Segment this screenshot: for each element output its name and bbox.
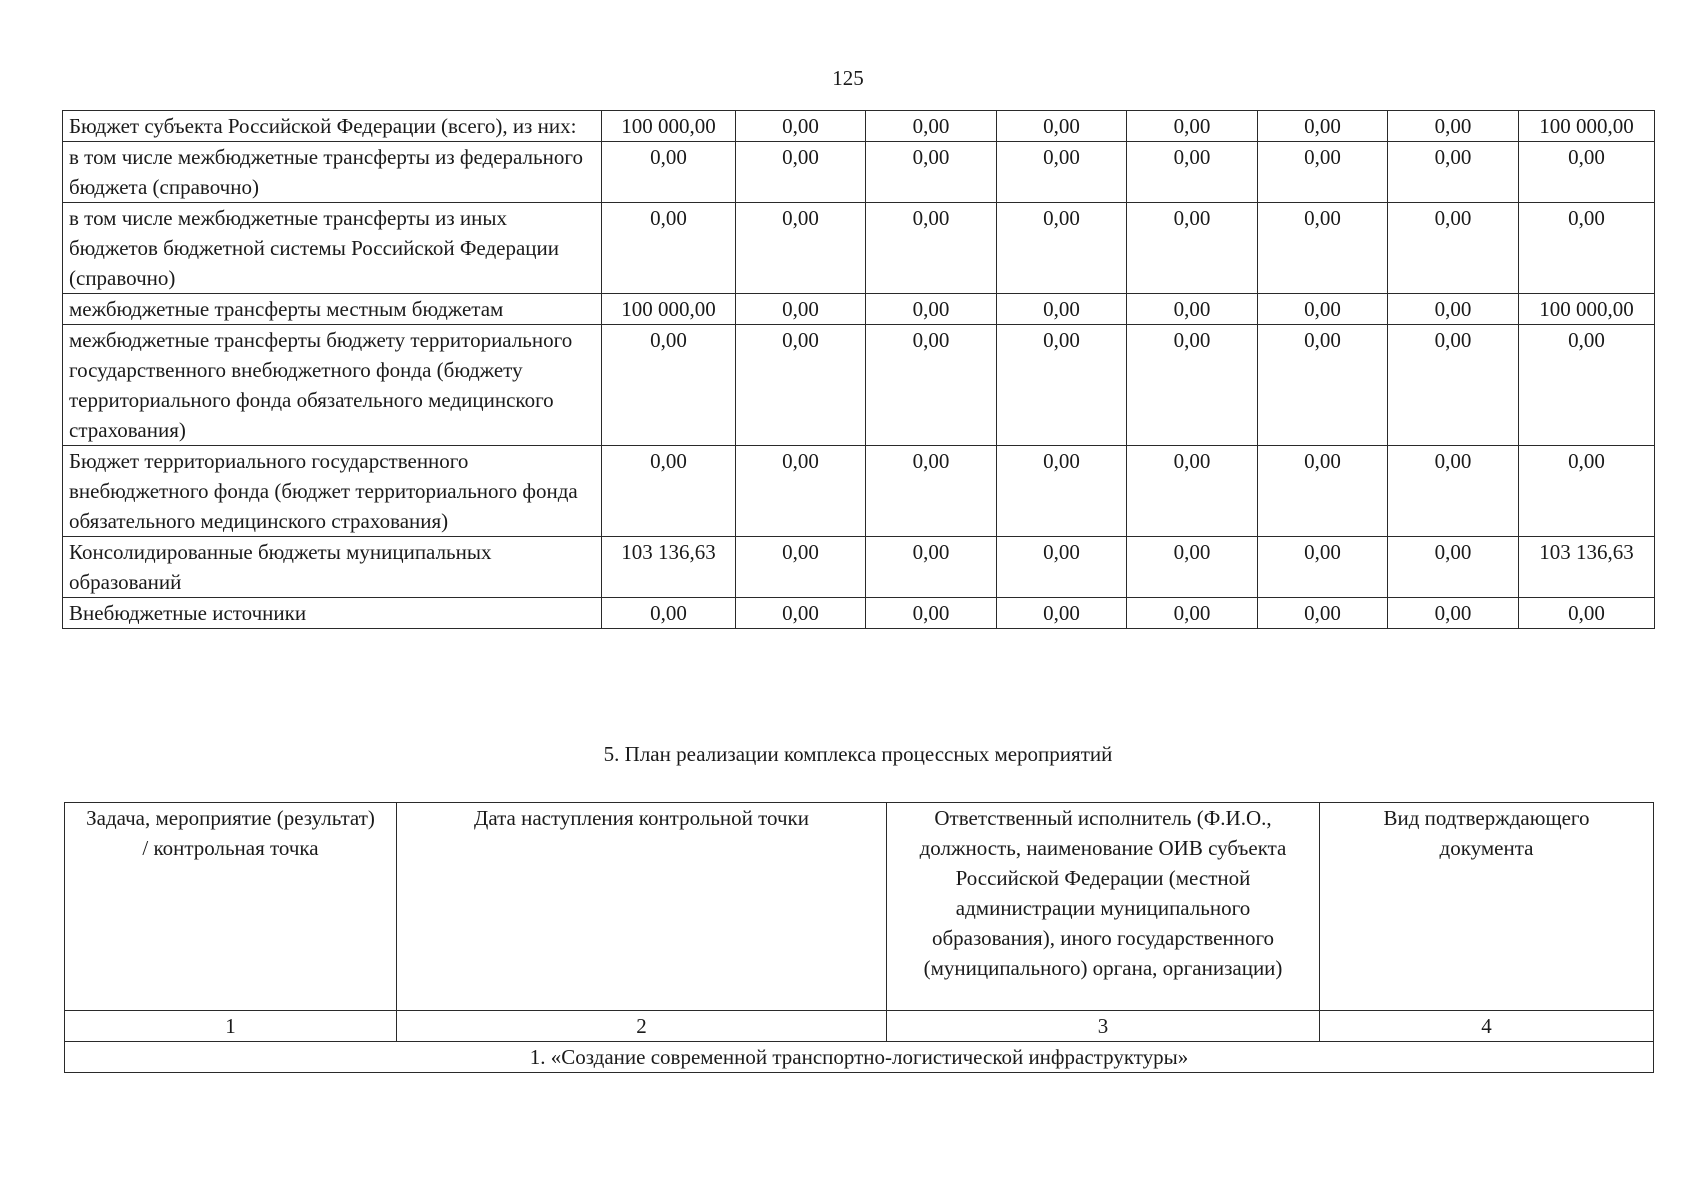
budget-row-value: 100 000,00 — [602, 111, 736, 142]
budget-row-value: 0,00 — [1519, 142, 1655, 203]
budget-row-value: 0,00 — [736, 537, 866, 598]
budget-row-value: 0,00 — [1388, 294, 1519, 325]
column-number: 2 — [397, 1011, 887, 1042]
budget-row — [63, 537, 1655, 598]
budget-row-value: 0,00 — [1127, 294, 1258, 325]
plan-header-document: Вид подтверждающего документа — [1320, 803, 1654, 1011]
budget-row-value: 0,00 — [1388, 537, 1519, 598]
budget-row — [63, 325, 1655, 446]
section-title: 5. План реализации комплекса процессных мероприятий — [603, 742, 1113, 766]
budget-row-value: 100 000,00 — [1519, 111, 1655, 142]
plan-header-responsible: Ответственный исполнитель (Ф.И.О., должность, наименование ОИВ субъекта Российской Федерации (местной администрации муниципального образования), иного государственного (муниципального) органа, организации) — [887, 803, 1320, 1011]
budget-row-value: 0,00 — [866, 142, 997, 203]
task-title: 1. «Создание современной транспортно-логистической инфраструктуры» — [65, 1042, 1654, 1073]
budget-row-value: 0,00 — [1127, 446, 1258, 537]
budget-row-value: 0,00 — [736, 203, 866, 294]
budget-row-label: Консолидированные бюджеты муниципальных образований — [63, 537, 602, 598]
budget-row-value: 0,00 — [1388, 111, 1519, 142]
budget-row — [63, 111, 1655, 142]
budget-row-value: 0,00 — [602, 142, 736, 203]
budget-row-value: 0,00 — [1127, 111, 1258, 142]
column-number: 1 — [65, 1011, 397, 1042]
budget-row-value: 0,00 — [1258, 294, 1388, 325]
plan-table — [64, 802, 1654, 1073]
budget-table — [62, 110, 1655, 629]
budget-row — [63, 598, 1655, 629]
budget-row-value: 0,00 — [866, 446, 997, 537]
budget-row — [63, 294, 1655, 325]
budget-row-value: 0,00 — [1519, 446, 1655, 537]
budget-row — [63, 203, 1655, 294]
budget-row — [63, 142, 1655, 203]
budget-row-value: 0,00 — [997, 294, 1127, 325]
budget-row-value: 0,00 — [866, 294, 997, 325]
budget-row-label: в том числе межбюджетные трансферты из федерального бюджета (справочно) — [63, 142, 602, 203]
budget-row-value: 0,00 — [1258, 111, 1388, 142]
budget-row-value: 0,00 — [1258, 446, 1388, 537]
budget-row-value: 0,00 — [1388, 203, 1519, 294]
budget-row-value: 0,00 — [602, 325, 736, 446]
budget-row-value: 100 000,00 — [602, 294, 736, 325]
budget-row-value: 0,00 — [866, 537, 997, 598]
budget-row-label: Внебюджетные источники — [63, 598, 602, 629]
budget-row — [63, 446, 1655, 537]
budget-row-value: 0,00 — [736, 446, 866, 537]
budget-row-value: 0,00 — [1258, 203, 1388, 294]
budget-row-value: 0,00 — [602, 446, 736, 537]
budget-row-value: 0,00 — [1127, 203, 1258, 294]
budget-row-value: 0,00 — [736, 111, 866, 142]
budget-row-value: 0,00 — [1519, 203, 1655, 294]
budget-row-label: межбюджетные трансферты местным бюджетам — [63, 294, 602, 325]
budget-row-label: межбюджетные трансферты бюджету территориального государственного внебюджетного фонда (бюджету территориального фонда обязательного медицинского страхования) — [63, 325, 602, 446]
budget-row-value: 0,00 — [997, 537, 1127, 598]
column-number: 3 — [887, 1011, 1320, 1042]
budget-row-value: 0,00 — [997, 203, 1127, 294]
budget-row-value: 0,00 — [602, 598, 736, 629]
budget-row-value: 0,00 — [997, 325, 1127, 446]
budget-row-value: 0,00 — [866, 598, 997, 629]
budget-row-value: 0,00 — [997, 142, 1127, 203]
budget-row-value: 0,00 — [602, 203, 736, 294]
budget-row-value: 0,00 — [1388, 142, 1519, 203]
budget-row-value: 0,00 — [1127, 537, 1258, 598]
budget-row-value: 0,00 — [1258, 537, 1388, 598]
budget-row-value: 0,00 — [736, 598, 866, 629]
budget-row-value: 0,00 — [1388, 325, 1519, 446]
page-number: 125 — [832, 66, 864, 90]
budget-row-label: в том числе межбюджетные трансферты из иных бюджетов бюджетной системы Российской Федерации (справочно) — [63, 203, 602, 294]
plan-table-header-row — [65, 803, 1654, 1011]
plan-header-task: Задача, мероприятие (результат) / контрольная точка — [65, 803, 397, 1011]
budget-row-value: 0,00 — [1127, 598, 1258, 629]
budget-row-value: 0,00 — [1258, 325, 1388, 446]
budget-row-value: 0,00 — [1388, 598, 1519, 629]
budget-row-value: 103 136,63 — [1519, 537, 1655, 598]
budget-row-label: Бюджет территориального государственного внебюджетного фонда (бюджет территориального фонда обязательного медицинского страхования) — [63, 446, 602, 537]
budget-row-value: 0,00 — [997, 598, 1127, 629]
plan-header-date: Дата наступления контрольной точки — [397, 803, 887, 1011]
budget-row-value: 0,00 — [1258, 598, 1388, 629]
budget-row-value: 0,00 — [866, 325, 997, 446]
budget-row-value: 0,00 — [1258, 142, 1388, 203]
plan-table-task-row — [65, 1042, 1654, 1073]
budget-table-body — [63, 111, 1655, 629]
budget-row-label: Бюджет субъекта Российской Федерации (всего), из них: — [63, 111, 602, 142]
budget-row-value: 0,00 — [1519, 598, 1655, 629]
budget-row-value: 0,00 — [1388, 446, 1519, 537]
plan-table-column-numbers — [65, 1011, 1654, 1042]
budget-row-value: 0,00 — [1519, 325, 1655, 446]
budget-row-value: 100 000,00 — [1519, 294, 1655, 325]
budget-row-value: 0,00 — [997, 446, 1127, 537]
budget-row-value: 103 136,63 — [602, 537, 736, 598]
budget-row-value: 0,00 — [866, 203, 997, 294]
budget-row-value: 0,00 — [1127, 325, 1258, 446]
column-number: 4 — [1320, 1011, 1654, 1042]
budget-row-value: 0,00 — [997, 111, 1127, 142]
budget-row-value: 0,00 — [736, 142, 866, 203]
budget-row-value: 0,00 — [866, 111, 997, 142]
budget-row-value: 0,00 — [736, 294, 866, 325]
budget-row-value: 0,00 — [1127, 142, 1258, 203]
budget-row-value: 0,00 — [736, 325, 866, 446]
